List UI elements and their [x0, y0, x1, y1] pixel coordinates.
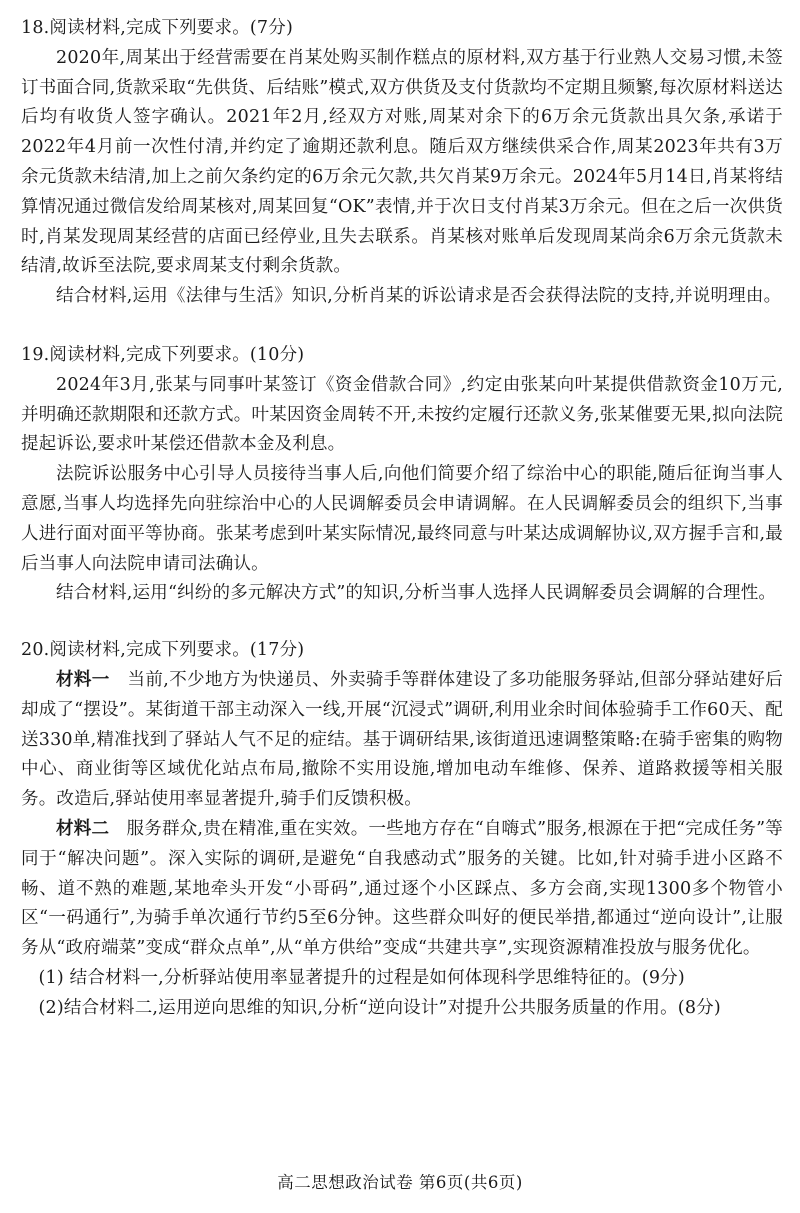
question-18-prompt: 结合材料,运用《法律与生活》知识,分析肖某的诉讼请求是否会获得法院的支持,并说明理由。: [56, 286, 782, 307]
question-18-material: 2020年,周某出于经营需要在肖某处购买制作糕点的原材料,双方基于行业熟人交易习惯,未签订书面合同,货款采取“先供货、后结账”模式,双方供货及支付货款均不定期且频繁,每次原材料送达后均有收货人签字确认。2021年2月,经双方对账,周某对余下的6万余元货款出具欠条,承诺于2022年4月前一次性付清,并约定了逾期还款利息。随后双方继续供采合作,周某2023年共有3万余元货款未结清,加上之前欠条约定的6万余元欠款,共欠肖某9万余元。2024年5月14日,肖某将结算情况通过微信发给周某核对,周某回复“OK”表情,并于次日支付肖某3万余元。但在之后一次供货时,肖某发现周某经营的店面已经停业,且失去联系。肖某核对账单后发现周某尚余6万余元货款未结清,故诉至法院,要求周某支付剩余货款。: [21, 47, 783, 277]
question-18-title: 18.阅读材料,完成下列要求。(7分): [21, 18, 293, 38]
question-19: [21, 341, 783, 609]
question-20-sub-2: (2)结合材料二,运用逆向思维的知识,分析“逆向设计”对提升公共服务质量的作用。(8分): [38, 997, 721, 1018]
question-20-material-1: [21, 666, 783, 815]
question-19-title: 19.阅读材料,完成下列要求。(10分): [21, 344, 305, 365]
question-19-prompt: 结合材料,运用“纠纷的多元解决方式”的知识,分析当事人选择人民调解委员会调解的合理性。: [56, 583, 777, 604]
spacer: [21, 312, 783, 341]
exam-page: [21, 14, 783, 1024]
spacer: [21, 609, 783, 636]
material-2-text: 服务群众,贵在精准,重在实效。一些地方存在“自嗨式”服务,根源在于把“完成任务”等同于“解决问题”。深入实际的调研,是避免“自我感动式”服务的关键。比如,针对骑手进小区路不畅、道不熟的难题,某地牵头开发“小哥码”,通过逐个小区踩点、多方会商,实现1300多个物管小区“一码通行”,为骑手单次通行节约5至6分钟。这些群众叫好的便民举措,都通过“逆向设计”,让服务从“政府端菜”变成“群众点单”,从“单方供给”变成“共建共享”,实现资源精准投放与服务优化。: [21, 818, 784, 959]
question-19-material-2: 法院诉讼服务中心引导人员接待当事人后,向他们简要介绍了综治中心的职能,随后征询当事人意愿,当事人均选择先向驻综治中心的人民调解委员会申请调解。在人民调解委员会的组织下,当事人进行面对面平等协商。张某考虑到叶某实际情况,最终同意与叶某达成调解协议,双方握手言和,最后当事人向法院申请司法确认。: [21, 464, 783, 574]
question-19-material-1: 2024年3月,张某与同事叶某签订《资金借款合同》,约定由张某向叶某提供借款资金10万元,并明确还款期限和还款方式。叶某因资金周转不开,未按约定履行还款义务,张某催要无果,拟向法院提起诉讼,要求叶某偿还借款本金及利息。: [21, 374, 783, 455]
question-20: [21, 636, 783, 1023]
question-20-title: 20.阅读材料,完成下列要求。(17分): [21, 640, 305, 661]
question-18: [21, 14, 783, 312]
material-2-label: 材料二: [56, 818, 110, 839]
question-20-sub-1: (1) 结合材料一,分析驿站使用率显著提升的过程是如何体现科学思维特征的。(9分): [38, 967, 685, 988]
material-1-text: 当前,不少地方为快递员、外卖骑手等群体建设了多功能服务驿站,但部分驿站建好后却成了“摆设”。某街道干部主动深入一线,开展“沉浸式”调研,利用业余时间体验骑手工作60天、配送330单,精准找到了驿站人气不足的症结。基于调研结果,该街道迅速调整策略:在骑手密集的购物中心、商业街等区域优化站点布局,撤除不实用设施,增加电动车维修、保养、道路救援等相关服务。改造后,驿站使用率显著提升,骑手们反馈积极。: [21, 669, 783, 810]
question-20-material-2: [21, 815, 783, 964]
page-footer: 高二思想政治试卷 第6页(共6页): [277, 1173, 523, 1192]
material-1-label: 材料一: [56, 669, 110, 690]
